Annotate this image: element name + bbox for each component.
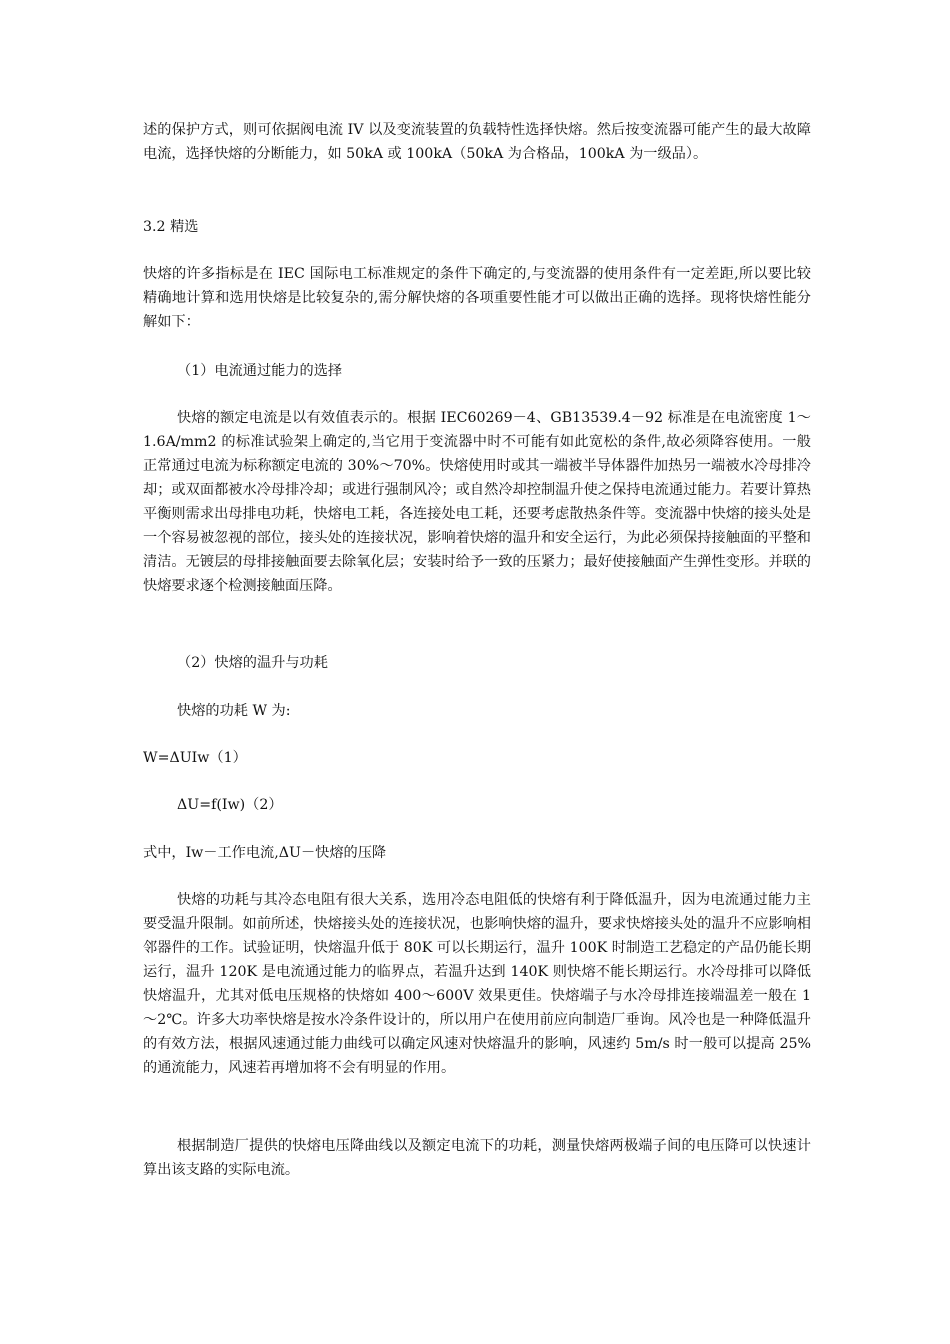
intro-paragraph: 述的保护方式，则可依据阀电流 IV 以及变流装置的负载特性选择快熔。然后按变流器可能产生的最大故障电流，选择快熔的分断能力，如 50kA 或 100kA（50kA 为合格品，100kA 为一级品）。: [143, 122, 811, 162]
formula-two: ΔU=f(Iw)（2）: [177, 797, 283, 813]
formula-one: W=ΔUIw（1）: [143, 750, 247, 766]
voltage-drop-paragraph: 根据制造厂提供的快熔电压降曲线以及额定电流下的功耗，测量快熔两极端子间的电压降可以快速计算出该支路的实际电流。: [143, 1138, 811, 1178]
formula-note: 式中，Iw－工作电流,ΔU－快熔的压降: [143, 845, 387, 861]
current-capacity-paragraph: 快熔的额定电流是以有效值表示的。根据 IEC60269－4、GB13539.4－92 标准是在电流密度 1～1.6A/mm2 的标准试验架上确定的,当它用于变流器中时不可能有如此宽松的条件,故必须降容使用。一般正常通过电流为标称额定电流的 30%～70%。快熔使用时或其一端被半导体器件加热另一端被水冷母排冷却；或双面都被水冷母排冷却；或进行强制风冷；或自然冷却控制温升使之保持电流通过能力。若要计算热平衡则需求出母排电功耗，快熔电工耗，各连接处电工耗，还要考虑散热条件等。变流器中快熔的接头处是一个容易被忽视的部位，接头处的连接状况，影响着快熔的温升和安全运行，为此必须保持接触面的平整和清洁。无镀层的母排接触面要去除氧化层；安装时给予一致的压紧力；最好使接触面产生弹性变形。并联的快熔要求逐个检测接触面压降。: [143, 410, 811, 594]
temperature-paragraph: 快熔的功耗与其冷态电阻有很大关系，选用冷态电阻低的快熔有利于降低温升，因为电流通过能力主要受温升限制。如前所述，快熔接头处的连接状况，也影响快熔的温升，要求快熔接头处的温升不应影响相邻器件的工作。试验证明，快熔温升低于 80K 可以长期运行，温升 100K 时制造工艺稳定的产品仍能长期运行，温升 120K 是电流通过能力的临界点，若温升达到 140K 则快熔不能长期运行。水冷母排可以降低快熔温升，尤其对低电压规格的快熔如 400～600V 效果更佳。快熔端子与水冷母排连接端温差一般在 1～2℃。许多大功率快熔是按水冷条件设计的，所以用户在使用前应向制造厂垂询。风冷也是一种降低温升的有效方法，根据风速通过能力曲线可以确定风速对快熔温升的影响，风速约 5m/s 时一般可以提高 25%的通流能力，风速若再增加将不会有明显的作用。: [143, 892, 811, 1076]
current-capacity-subheading: （1）电流通过能力的选择: [177, 363, 343, 379]
power-loss-label: 快熔的功耗 W 为:: [177, 703, 291, 719]
section-intro-paragraph: 快熔的许多指标是在 IEC 国际电工标准规定的条件下确定的,与变流器的使用条件有一定差距,所以要比较精确地计算和选用快熔是比较复杂的,需分解快熔的各项重要性能才可以做出正确的选择。现将快熔性能分解如下：: [143, 266, 811, 330]
temperature-power-subheading: （2）快熔的温升与功耗: [177, 655, 328, 671]
section-heading: 3.2 精选: [143, 219, 199, 235]
